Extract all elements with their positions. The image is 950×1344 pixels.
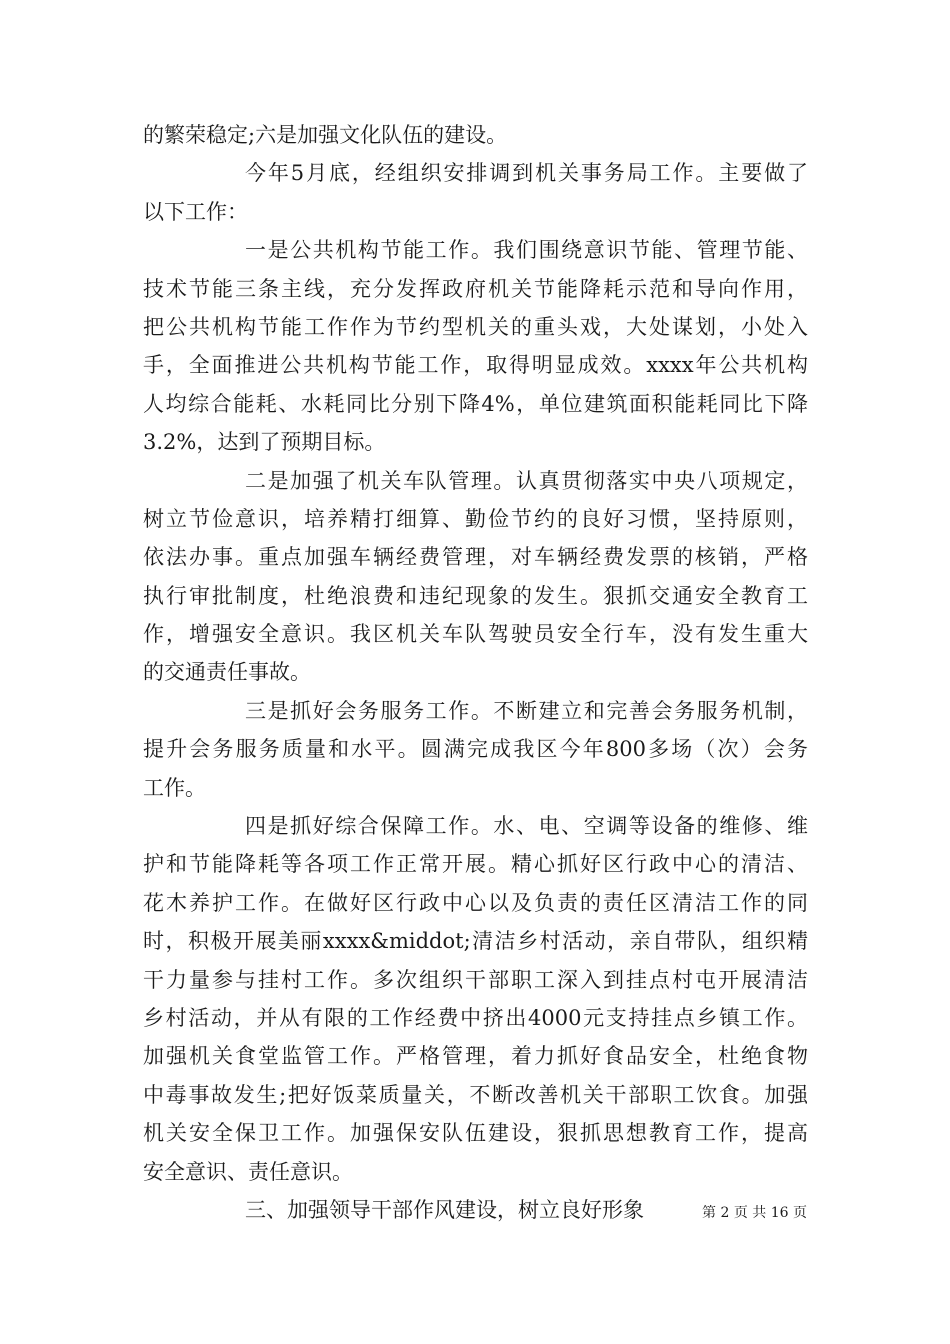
text-line: 依法办事。重点加强车辆经费管理，对车辆经费发票的核销，严格 xyxy=(143,545,808,570)
document-body xyxy=(143,116,808,1229)
text-line: 加强机关食堂监管工作。严格管理，着力抓好食品安全，杜绝食物 xyxy=(143,1044,808,1069)
text-line: 人均综合能耗、水耗同比分别下降4%，单位建筑面积能耗同比下降 xyxy=(143,391,808,416)
text-line: 今年5月底，经组织安排调到机关事务局工作。主要做了 xyxy=(245,161,808,186)
text-line: 手，全面推进公共机构节能工作，取得明显成效。xxxx年公共机构 xyxy=(143,353,808,378)
text-line: 机关安全保卫工作。加强保安队伍建设，狠抓思想教育工作，提高 xyxy=(143,1121,808,1146)
text-line: 把公共机构节能工作作为节约型机关的重头戏，大处谋划，小处入 xyxy=(143,314,808,339)
text-line: 护和节能降耗等各项工作正常开展。精心抓好区行政中心的清洁、 xyxy=(143,852,808,877)
text-line: 安全意识、责任意识。 xyxy=(143,1159,353,1184)
text-line: 中毒事故发生;把好饭菜质量关，不断改善机关干部职工饮食。加强 xyxy=(143,1082,808,1107)
text-line: 的交通责任事故。 xyxy=(143,660,311,685)
text-line: 作，增强安全意识。我区机关车队驾驶员安全行车，没有发生重大 xyxy=(143,622,808,647)
text-line: 三是抓好会务服务工作。不断建立和完善会务服务机制， xyxy=(245,698,808,723)
text-line: 的繁荣稳定;六是加强文化队伍的建设。 xyxy=(143,123,508,147)
text-line: 3.2%，达到了预期目标。 xyxy=(143,430,386,455)
page-number: 第 2 页 共 16 页 xyxy=(702,1205,807,1221)
text-line: 技术节能三条主线，充分发挥政府机关节能降耗示范和导向作用， xyxy=(143,276,808,301)
text-line: 以下工作： xyxy=(143,199,248,224)
text-line: 乡村活动，并从有限的工作经费中挤出4000元支持挂点乡镇工作。 xyxy=(143,1005,808,1030)
text-line: 花木养护工作。在做好区行政中心以及负责的责任区清洁工作的同 xyxy=(143,890,808,915)
text-line: 干力量参与挂村工作。多次组织干部职工深入到挂点村屯开展清洁 xyxy=(143,967,808,992)
text-line: 二是加强了机关车队管理。认真贯彻落实中央八项规定， xyxy=(245,468,808,493)
text-line: 树立节俭意识，培养精打细算、勤俭节约的良好习惯，坚持原则， xyxy=(143,506,808,531)
text-line: 四是抓好综合保障工作。水、电、空调等设备的维修、维 xyxy=(245,814,808,839)
text-line: 执行审批制度，杜绝浪费和违纪现象的发生。狠抓交通安全教育工 xyxy=(143,583,808,608)
text-line: 三、加强领导干部作风建设，树立良好形象 xyxy=(245,1197,644,1222)
text-line: 提升会务服务质量和水平。圆满完成我区今年800多场（次）会务 xyxy=(143,737,808,762)
text-line: 一是公共机构节能工作。我们围绕意识节能、管理节能、 xyxy=(245,238,808,263)
text-line: 工作。 xyxy=(143,775,206,800)
text-line: 时，积极开展美丽xxxx&middot;清洁乡村活动，亲自带队，组织精 xyxy=(143,929,808,954)
